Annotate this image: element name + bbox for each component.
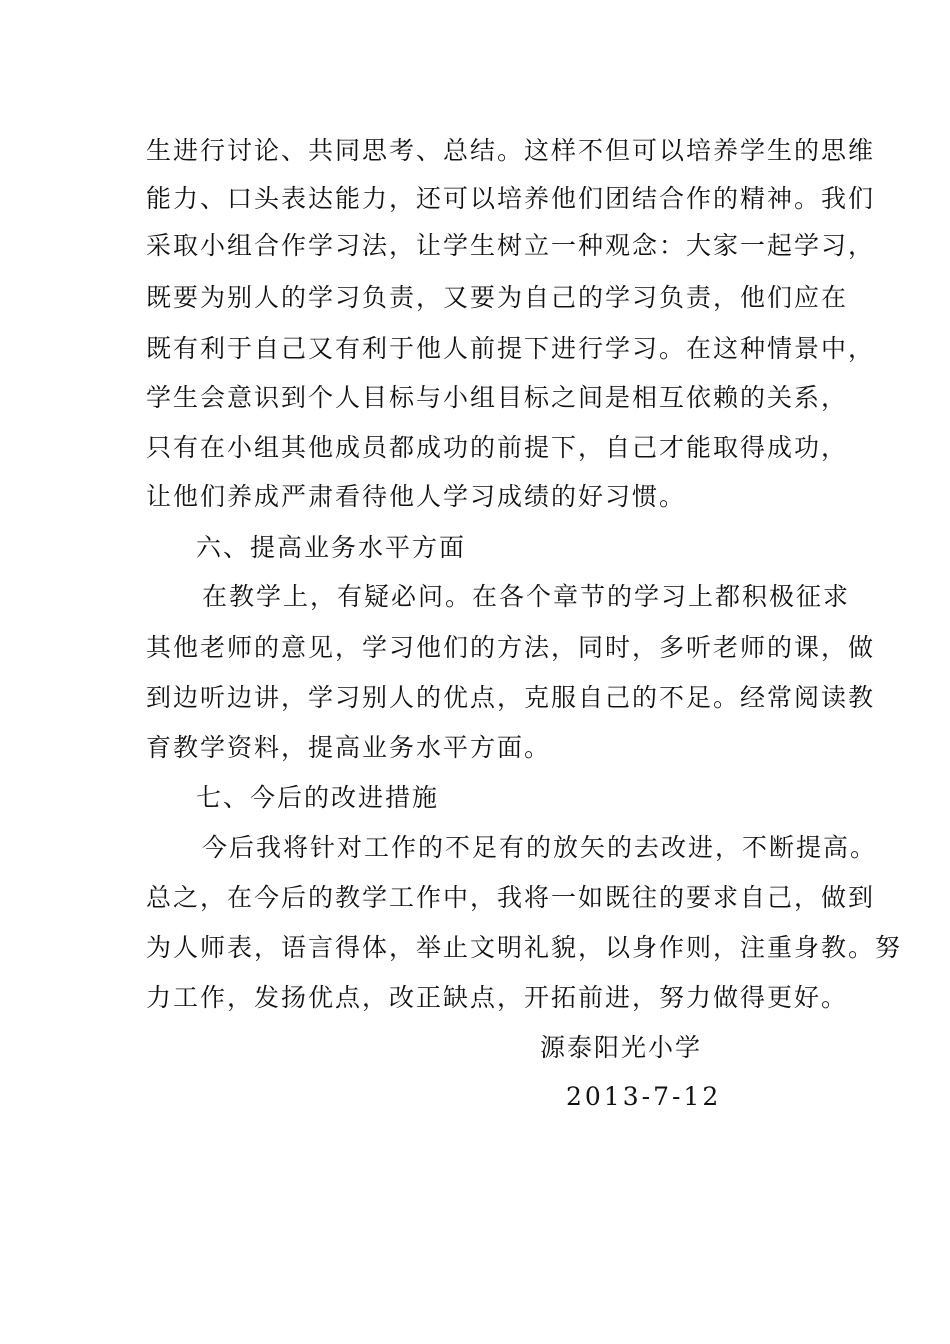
section-heading-future-measures: 七、今后的改进措施: [196, 783, 440, 812]
paragraph-line: 让他们养成严肃看待他人学习成绩的好习惯。: [146, 482, 687, 511]
paragraph-line: 到边听边讲，学习别人的优点，克服自己的不足。经常阅读教: [146, 683, 876, 712]
signature-date: 2013-7-12: [566, 1082, 722, 1111]
paragraph-line: 能力、口头表达能力，还可以培养他们团结合作的精神。我们: [146, 184, 876, 213]
paragraph-line: 育教学资料，提高业务水平方面。: [146, 733, 552, 762]
paragraph-line: 总之，在今后的教学工作中，我将一如既往的要求自己，做到: [146, 883, 876, 912]
paragraph-line: 为人师表，语言得体，举止文明礼貌，以身作则，注重身教。努: [146, 933, 903, 962]
paragraph-line: 在教学上，有疑必问。在各个章节的学习上都积极征求: [202, 582, 851, 611]
paragraph-line: 既要为别人的学习负责，又要为自己的学习负责，他们应在: [146, 283, 849, 312]
paragraph-line: 力工作，发扬优点，改正缺点，开拓前进，努力做得更好。: [146, 983, 849, 1012]
paragraph-line: 只有在小组其他成员都成功的前提下，自己才能取得成功，: [146, 433, 849, 462]
paragraph-line: 既有利于自己又有利于他人前提下进行学习。在这种情景中，: [146, 334, 876, 363]
paragraph-line: 生进行讨论、共同思考、总结。这样不但可以培养学生的思维: [146, 136, 876, 165]
section-heading-improve-skills: 六、提高业务水平方面: [196, 533, 467, 562]
paragraph-line: 采取小组合作学习法，让学生树立一种观念：大家一起学习，: [146, 231, 876, 260]
paragraph-line: 今后我将针对工作的不足有的放矢的去改进，不断提高。: [202, 833, 878, 862]
paragraph-line: 学生会意识到个人目标与小组目标之间是相互依赖的关系，: [146, 383, 849, 412]
signature-school: 源泰阳光小学: [540, 1033, 703, 1062]
paragraph-line: 其他老师的意见，学习他们的方法，同时，多听老师的课，做: [146, 633, 876, 662]
